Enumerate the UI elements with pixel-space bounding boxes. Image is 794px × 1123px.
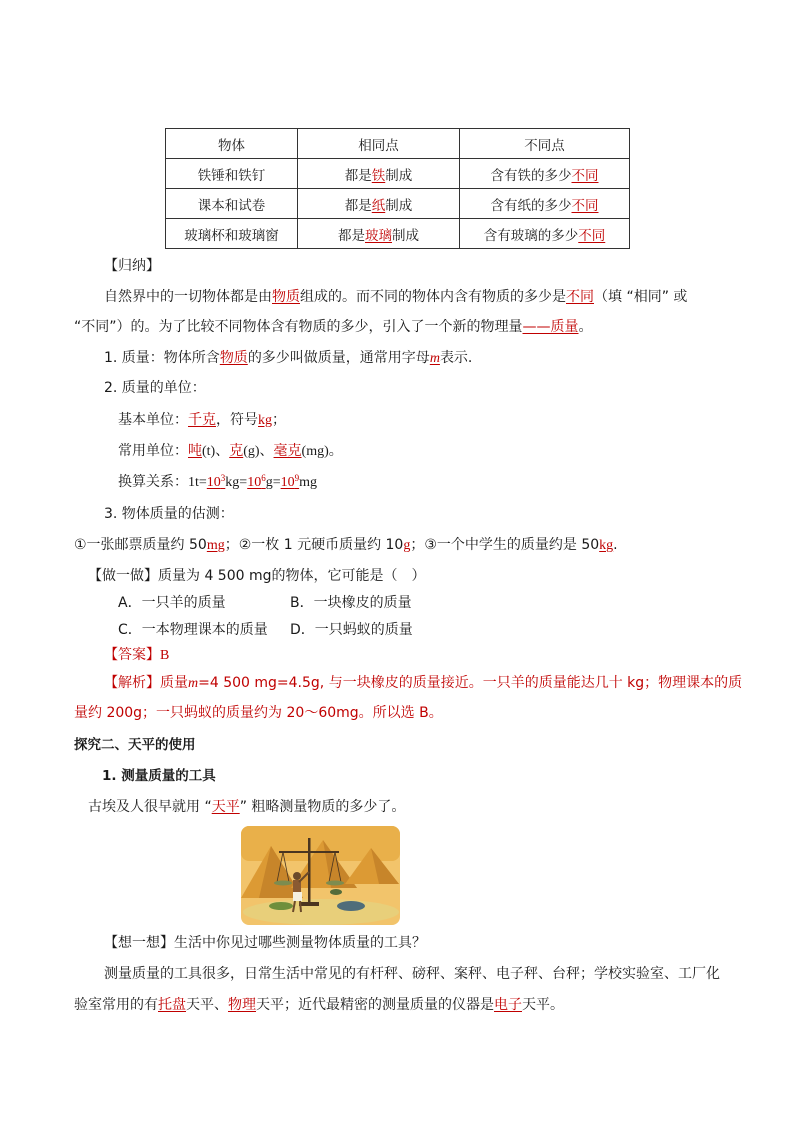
text: ①一张邮票质量约 50 (74, 537, 207, 553)
question-text: 质量为 4 500 mg的物体，它可能是（ ） (158, 568, 426, 584)
text: “不同”）的。为了比较不同物体含有物质的多少，引入了一个新的物理量 (74, 319, 523, 335)
keyword: 物质 (272, 289, 300, 305)
exponent: 6 (261, 473, 266, 483)
option-b: B．一块橡皮的质量 (290, 595, 412, 611)
text: 1. 质量：物体所含 (104, 350, 220, 366)
table-cell-object: 铁锤和铁钉 (166, 159, 298, 189)
text: =4 500 mg=4.5g, 与一块橡皮的质量接近。一只羊的质量能达几十 kg；物理课本的质 (198, 675, 743, 691)
cell-text: 都是 (344, 167, 372, 184)
estimate-examples (74, 535, 618, 556)
power-base: 10 (206, 475, 221, 490)
summary-heading: 【归纳】 (104, 258, 160, 274)
keyword: mg (206, 538, 225, 553)
keyword: 电子 (494, 997, 522, 1013)
table-row (166, 159, 630, 189)
keyword (247, 475, 266, 490)
analysis-label: 【解析】 (104, 675, 160, 691)
symbol: m (188, 676, 199, 691)
option-c: C．一本物理课本的质量 (118, 622, 268, 638)
analysis-line-1 (104, 673, 742, 694)
text: 基本单位： (118, 412, 188, 428)
text: 验室常用的有 (74, 997, 158, 1013)
option-a: A．一只羊的质量 (118, 595, 226, 611)
text: 组成的。而不同的物体内含有物质的多少是 (300, 289, 566, 305)
keyword: 克 (229, 443, 244, 459)
exercise-question (88, 566, 426, 586)
cell-keyword: 纸 (371, 197, 386, 214)
base-unit (118, 410, 286, 431)
cell-keyword: 不同 (578, 227, 606, 244)
tools-paragraph-line-1: 测量质量的工具很多，日常生活中常见的有杆秤、磅秤、案秤、电子秤、台秤；学校实验室、工厂化 (104, 966, 720, 982)
text: ；③一个中学生的质量约是 50 (410, 537, 600, 553)
common-units (118, 441, 343, 462)
text: mg (299, 475, 317, 490)
text: 、 (215, 443, 230, 459)
text: 天平、 (186, 997, 228, 1013)
cell-text: 制成 (385, 167, 413, 184)
keyword: 托盘 (158, 997, 186, 1013)
keyword: 毫克 (273, 443, 302, 459)
text: ” 粗略测量物质的多少了。 (239, 799, 406, 815)
think-question (104, 933, 426, 953)
cell-keyword: 不同 (571, 167, 599, 184)
cell-keyword: 不同 (571, 197, 599, 214)
cell-text: 含有纸的多少 (490, 197, 572, 214)
answer-value: B (160, 648, 170, 663)
text: . (613, 537, 618, 553)
text: 的多少叫做质量，通常用字母 (247, 350, 430, 366)
keyword: 物理 (228, 997, 256, 1013)
text: 1t= (188, 475, 207, 490)
text: 天平；近代最精密的测量质量的仪器是 (256, 997, 494, 1013)
subsection-title: 1. 测量质量的工具 (102, 768, 216, 784)
cell-text: 含有铁的多少 (490, 167, 572, 184)
conversion (118, 472, 317, 493)
cell-text: 都是 (338, 227, 365, 244)
answer-label: 【答案】 (104, 647, 160, 663)
cell-text: 制成 (385, 197, 413, 214)
table-cell-same (298, 189, 460, 219)
unit-title: 2. 质量的单位： (104, 380, 206, 396)
exponent: 9 (294, 473, 300, 483)
tools-paragraph-line-2 (74, 995, 564, 1015)
keyword: 千克 (188, 412, 216, 428)
symbol: (g) (243, 444, 260, 459)
answer (104, 645, 169, 666)
table-cell-object: 玻璃杯和玻璃窗 (166, 219, 298, 249)
text: 质量 (160, 675, 188, 691)
table-header-cell: 不同点 (460, 129, 630, 159)
exercise-heading: 【做一做】 (88, 568, 158, 584)
table-row (166, 219, 630, 249)
summary-paragraph-line-2 (74, 317, 593, 337)
text: ；②一枚 1 元硬币质量约 10 (224, 537, 404, 553)
text: 、 (259, 443, 274, 459)
symbol: (t) (202, 444, 216, 459)
symbol: (mg) (301, 444, 329, 459)
table-header-cell: 相同点 (298, 129, 460, 159)
table-cell-diff (460, 159, 630, 189)
option-d: D．一只蚂蚁的质量 (290, 622, 413, 638)
analysis-line-2: 量约 200g；一只蚂蚁的质量约为 20～60mg。所以选 B。 (74, 705, 443, 721)
text: 常用单位： (118, 443, 188, 459)
keyword: 天平 (211, 799, 240, 815)
table-cell-diff (460, 219, 630, 249)
power-base: 10 (280, 475, 295, 490)
keyword: 吨 (188, 443, 202, 459)
cell-text: 含有玻璃的多少 (483, 227, 579, 244)
think-heading: 【想一想】 (104, 935, 174, 951)
text: 天平。 (522, 997, 564, 1013)
table-cell-diff (460, 189, 630, 219)
keyword: g (403, 538, 411, 553)
estimate-title: 3. 物体质量的估测： (104, 506, 234, 522)
symbol: kg (258, 413, 272, 428)
text: 。 (578, 319, 593, 335)
section-title: 探究二、天平的使用 (74, 737, 196, 753)
cell-text: 制成 (392, 227, 419, 244)
symbol: m (429, 351, 440, 366)
question-text: 生活中你见过哪些测量物体质量的工具？ (174, 935, 426, 951)
table-cell-same (298, 159, 460, 189)
table-header-cell: 物体 (166, 129, 298, 159)
table-cell-same (298, 219, 460, 249)
keyword (207, 475, 226, 490)
egypt-sentence (88, 797, 405, 817)
power-base: 10 (247, 475, 262, 490)
text: kg= (225, 475, 248, 490)
cell-keyword: 玻璃 (365, 227, 392, 244)
egyptian-balance-illustration (241, 826, 400, 925)
exponent: 3 (220, 473, 226, 483)
text: ，符号 (216, 412, 258, 428)
text: 换算关系： (118, 474, 188, 490)
text: ； (272, 412, 286, 428)
table-header-row (166, 129, 630, 159)
text: 古埃及人很早就用 “ (88, 799, 212, 815)
keyword: kg (599, 538, 614, 553)
text: 。 (328, 443, 343, 459)
table-row (166, 189, 630, 219)
table-cell-object: 课本和试卷 (166, 189, 298, 219)
comparison-table (165, 128, 630, 249)
text: （填 “相同” 或 (594, 289, 688, 305)
text: 自然界中的一切物体都是由 (104, 289, 272, 305)
summary-paragraph-line-1 (104, 287, 687, 307)
keyword: 不同 (566, 289, 594, 305)
keyword: 物质 (219, 350, 248, 366)
keyword: ——质量 (522, 319, 579, 335)
text: g= (265, 475, 281, 490)
text: 表示. (439, 350, 473, 366)
keyword (281, 475, 300, 490)
cell-keyword: 铁 (371, 167, 386, 184)
mass-definition (104, 348, 472, 369)
cell-text: 都是 (344, 197, 372, 214)
